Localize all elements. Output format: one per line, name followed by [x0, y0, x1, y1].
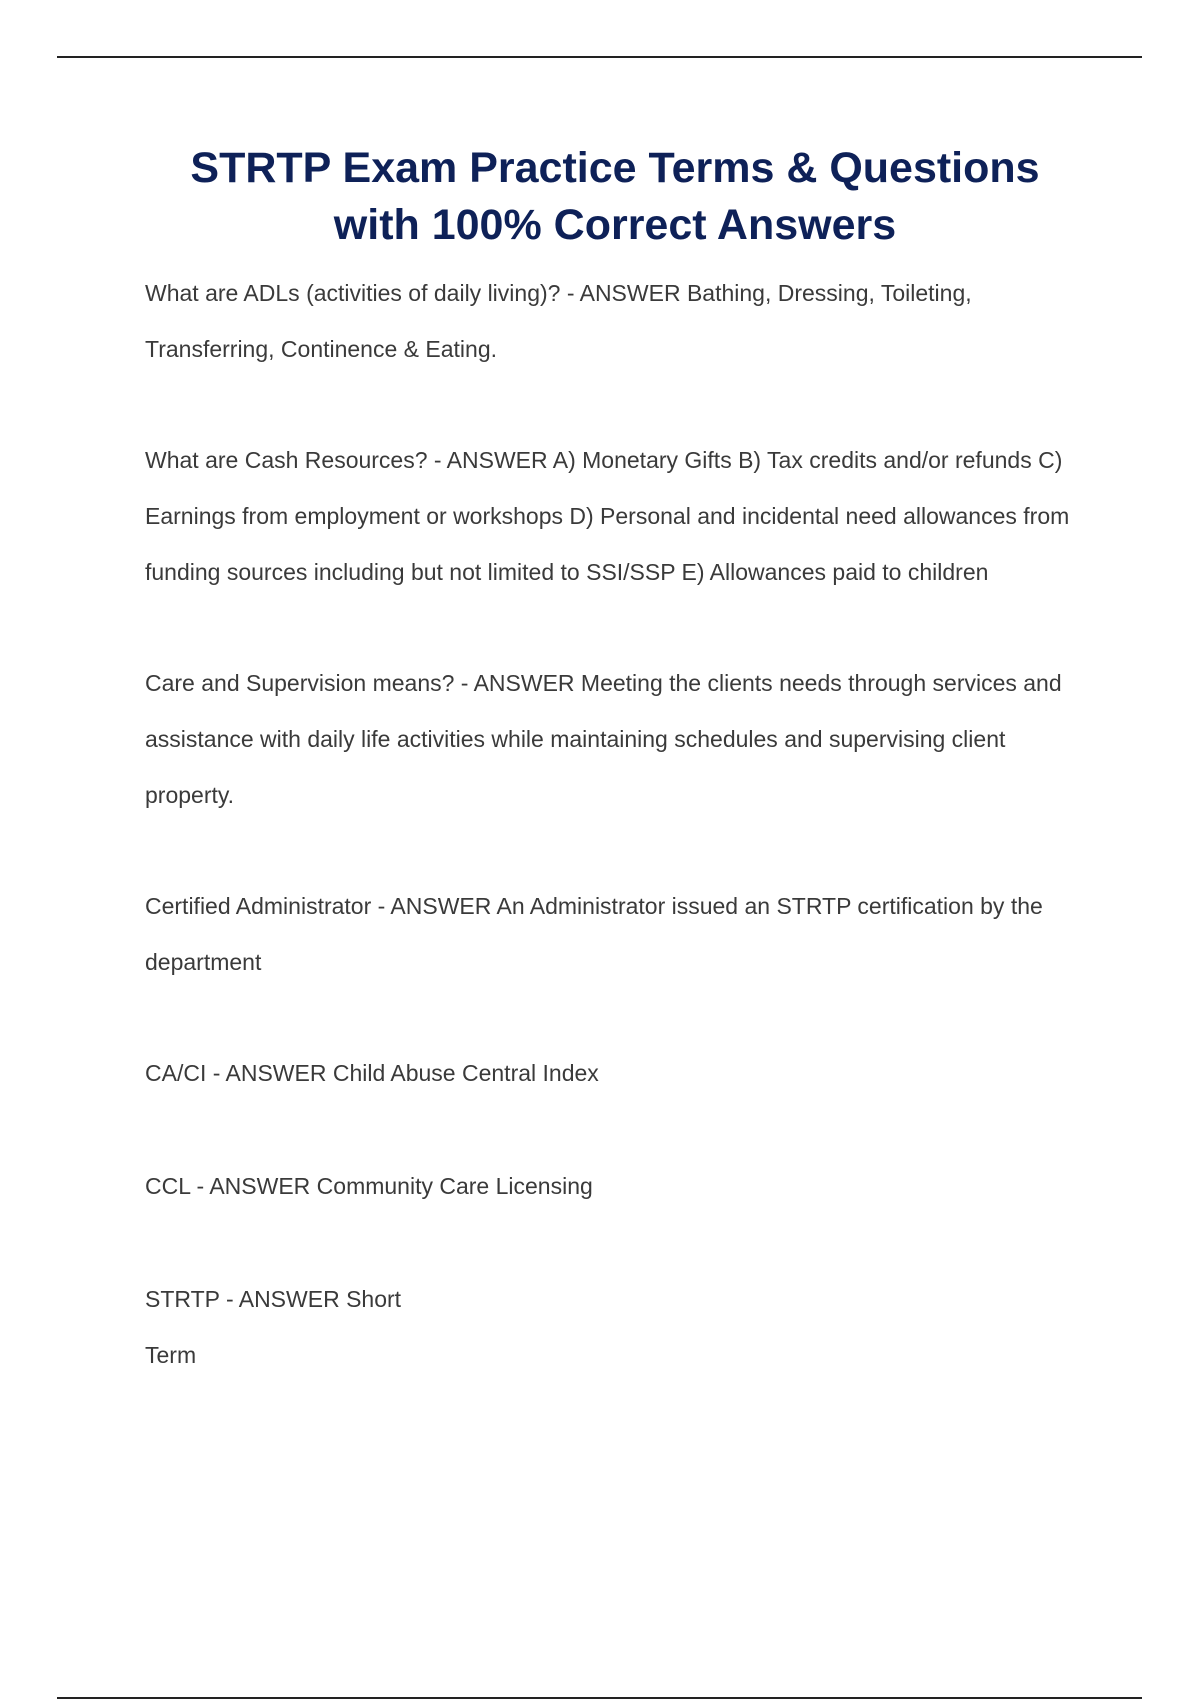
qa-list	[145, 265, 1095, 1383]
title-line-1: STRTP Exam Practice Terms & Questions	[190, 144, 1040, 192]
qa-entry-certified-administrator: Certified Administrator - ANSWER An Administrator issued an STRTP certification by the department	[145, 893, 1043, 975]
bottom-rule	[57, 1697, 1142, 1699]
qa-entry-adls: What are ADLs (activities of daily living)? - ANSWER Bathing, Dressing, Toileting, Transferring, Continence & Eating.	[145, 280, 972, 362]
qa-entry-strtp-line-1: STRTP - ANSWER Short	[145, 1286, 402, 1312]
qa-entry-strtp-line-2: Term	[145, 1342, 197, 1368]
qa-entry-caci: CA/CI - ANSWER Child Abuse Central Index	[145, 1060, 599, 1086]
qa-entry-strtp	[145, 1271, 1095, 1383]
qa-entry-ccl: CCL - ANSWER Community Care Licensing	[145, 1173, 593, 1199]
qa-entry-care-supervision: Care and Supervision means? - ANSWER Meeting the clients needs through services and assistance with daily life activities while maintaining schedules and supervising client property.	[145, 670, 1062, 808]
title-line-2: with 100% Correct Answers	[333, 201, 897, 249]
document-title	[130, 140, 1100, 254]
top-rule	[57, 56, 1142, 58]
qa-entry-cash-resources: What are Cash Resources? - ANSWER A) Monetary Gifts B) Tax credits and/or refunds C) Earnings from employment or workshops D) Personal and incidental need allowances from funding sources including but not limited to SSI/SSP E) Allowances paid to children	[145, 447, 1070, 585]
